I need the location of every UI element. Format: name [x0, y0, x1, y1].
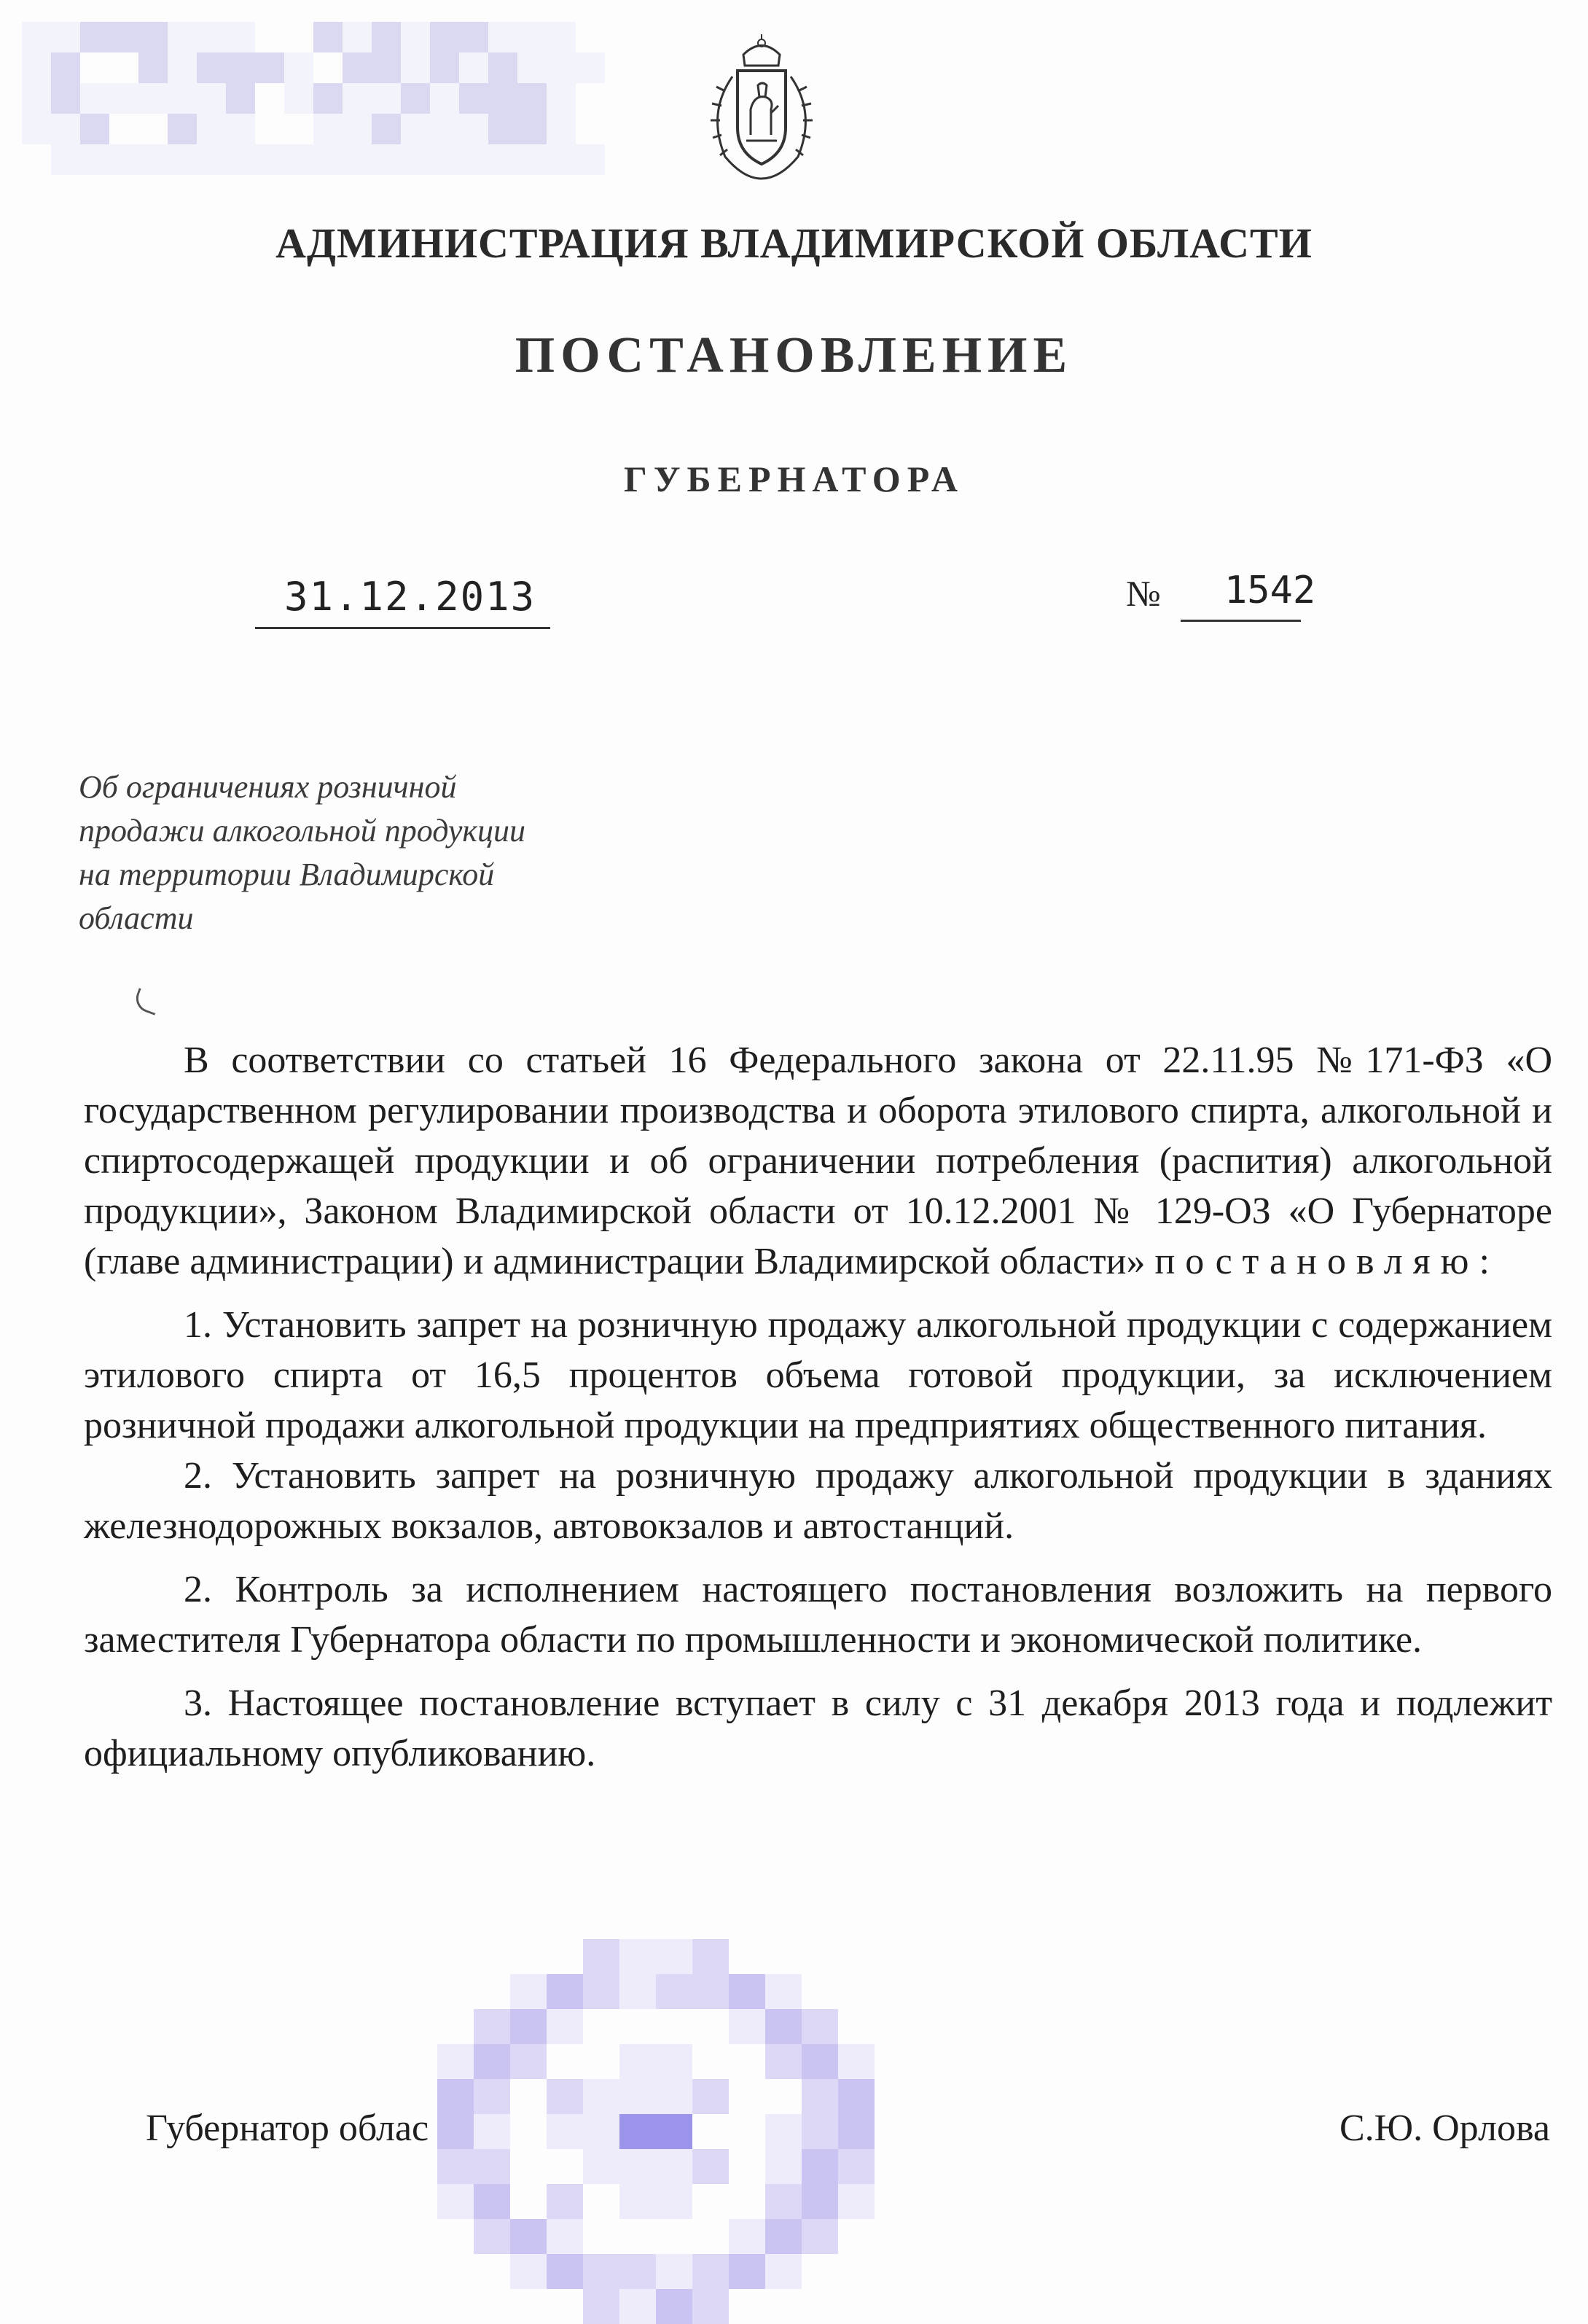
seal-pixel — [692, 2219, 729, 2254]
seal-pixel — [619, 2254, 656, 2289]
seal-pixel — [474, 2254, 510, 2289]
redaction-pixel — [226, 144, 255, 175]
seal-pixel — [437, 2149, 474, 2184]
signatory-title: Губернатор облас — [146, 2107, 429, 2149]
redaction-pixel — [576, 114, 605, 144]
redaction-pixel — [255, 83, 284, 114]
redaction-pixel — [430, 114, 459, 144]
redaction-pixel — [22, 114, 51, 144]
redaction-pixel — [576, 83, 605, 114]
redaction-pixel — [109, 83, 138, 114]
redaction-pixel — [284, 52, 313, 83]
seal-pixel — [838, 2184, 875, 2219]
redaction-pixel — [343, 144, 372, 175]
document-author: ГУБЕРНАТОРА — [624, 459, 964, 499]
redaction-pixel — [51, 144, 80, 175]
document-number-field — [1181, 561, 1316, 622]
redaction-pixel — [22, 144, 51, 175]
seal-pixel — [838, 1939, 875, 1974]
seal-pixel — [619, 2149, 656, 2184]
redaction-pixel — [343, 114, 372, 144]
seal-pixel — [510, 2079, 547, 2114]
pen-mark — [132, 988, 162, 1015]
redaction-pixel — [226, 52, 255, 83]
seal-pixel — [437, 1974, 474, 2009]
redaction-pixel — [197, 83, 226, 114]
seal-pixel — [838, 2114, 875, 2149]
seal-pixel — [547, 2289, 583, 2324]
redaction-pixel — [517, 114, 547, 144]
redaction-pixel — [80, 144, 109, 175]
seal-pixel — [510, 2114, 547, 2149]
seal-pixel — [729, 2009, 765, 2044]
redaction-pixel — [547, 52, 576, 83]
redaction-pixel — [547, 83, 576, 114]
seal-pixel — [692, 2289, 729, 2324]
seal-pixel — [838, 2079, 875, 2114]
redaction-pixel — [517, 22, 547, 52]
seal-pixel — [583, 2149, 619, 2184]
redaction-pixel — [459, 22, 488, 52]
redacted-seal — [437, 1939, 875, 2324]
redaction-pixel — [138, 22, 168, 52]
redaction-pixel — [547, 114, 576, 144]
redaction-pixel — [80, 22, 109, 52]
seal-pixel — [547, 2254, 583, 2289]
seal-pixel — [510, 2219, 547, 2254]
seal-pixel — [802, 2044, 838, 2079]
redaction-pixel — [168, 83, 197, 114]
seal-pixel — [656, 2009, 692, 2044]
redaction-pixel — [168, 52, 197, 83]
seal-pixel — [583, 1939, 619, 1974]
seal-pixel — [510, 2149, 547, 2184]
redaction-pixel — [547, 22, 576, 52]
seal-pixel — [802, 2009, 838, 2044]
redaction-pixel — [255, 144, 284, 175]
seal-pixel — [656, 2184, 692, 2219]
seal-pixel — [583, 2254, 619, 2289]
seal-pixel — [692, 2184, 729, 2219]
redaction-pixel — [284, 144, 313, 175]
redaction-pixel — [401, 83, 430, 114]
seal-pixel — [474, 2009, 510, 2044]
seal-pixel — [765, 2079, 802, 2114]
redaction-pixel — [22, 52, 51, 83]
seal-pixel — [437, 1939, 474, 1974]
redaction-pixel — [284, 22, 313, 52]
redaction-pixel — [109, 144, 138, 175]
seal-pixel — [547, 2184, 583, 2219]
seal-pixel — [619, 1974, 656, 2009]
seal-pixel — [765, 2219, 802, 2254]
seal-pixel — [802, 1939, 838, 1974]
redaction-pixel — [488, 114, 517, 144]
seal-pixel — [765, 1974, 802, 2009]
seal-pixel — [437, 2254, 474, 2289]
seal-pixel — [729, 2254, 765, 2289]
seal-pixel — [619, 2009, 656, 2044]
redaction-pixel — [313, 83, 343, 114]
seal-pixel — [474, 2289, 510, 2324]
seal-pixel — [729, 2114, 765, 2149]
coat-of-arms-icon — [692, 33, 831, 186]
seal-pixel — [510, 2184, 547, 2219]
redaction-pixel — [80, 83, 109, 114]
redaction-pixel — [226, 114, 255, 144]
redaction-pixel — [343, 22, 372, 52]
seal-pixel — [802, 2219, 838, 2254]
seal-pixel — [765, 2254, 802, 2289]
seal-pixel — [619, 2079, 656, 2114]
seal-pixel — [802, 2079, 838, 2114]
redaction-pixel — [22, 83, 51, 114]
seal-pixel — [547, 2219, 583, 2254]
seal-pixel — [437, 2114, 474, 2149]
redaction-pixel — [430, 83, 459, 114]
seal-pixel — [838, 2254, 875, 2289]
redaction-pixel — [226, 22, 255, 52]
seal-pixel — [656, 2149, 692, 2184]
redaction-pixel — [255, 22, 284, 52]
seal-pixel — [547, 2149, 583, 2184]
seal-pixel — [802, 2149, 838, 2184]
item-paragraph: 2. Установить запрет на розничную продажу алкогольной продукции в зданиях железнодорожных вокзалов, автовокзалов и автостанций. — [84, 1455, 1552, 1547]
seal-pixel — [619, 2219, 656, 2254]
redaction-pixel — [51, 114, 80, 144]
redaction-pixel — [517, 83, 547, 114]
seal-pixel — [583, 2289, 619, 2324]
redaction-pixel — [313, 52, 343, 83]
seal-pixel — [692, 2079, 729, 2114]
seal-pixel — [838, 2044, 875, 2079]
redaction-pixel — [109, 114, 138, 144]
seal-pixel — [656, 2219, 692, 2254]
redaction-pixel — [517, 144, 547, 175]
redaction-pixel — [488, 52, 517, 83]
seal-pixel — [583, 2184, 619, 2219]
seal-pixel — [656, 2079, 692, 2114]
redaction-pixel — [138, 144, 168, 175]
redaction-pixel — [109, 22, 138, 52]
redaction-pixel — [459, 114, 488, 144]
redaction-pixel — [255, 52, 284, 83]
item-paragraph: 1. Установить запрет на розничную продажу алкогольной продукции с содержанием этилового спирта от 16,5 процентов объема готовой продукции, за исключением розничной продажи алкогольной продукции на предприятиях общественного питания. — [84, 1304, 1552, 1446]
document-date: 31.12.2013 — [284, 574, 536, 620]
seal-pixel — [437, 2289, 474, 2324]
seal-pixel — [729, 2219, 765, 2254]
seal-pixel — [583, 2009, 619, 2044]
organization-title: АДМИНИСТРАЦИЯ ВЛАДИМИРСКОЙ ОБЛАСТИ — [275, 219, 1313, 267]
seal-pixel — [802, 2184, 838, 2219]
seal-pixel — [729, 2149, 765, 2184]
seal-pixel — [656, 2289, 692, 2324]
seal-pixel — [765, 2009, 802, 2044]
redaction-pixel — [401, 114, 430, 144]
seal-pixel — [729, 2289, 765, 2324]
subject-line: Об ограничениях розничной — [79, 769, 457, 805]
document-subject — [79, 765, 647, 940]
redaction-pixel — [255, 114, 284, 144]
seal-pixel — [802, 2289, 838, 2324]
seal-pixel — [656, 2114, 692, 2149]
redaction-pixel — [430, 52, 459, 83]
seal-pixel — [510, 2044, 547, 2079]
seal-pixel — [619, 2184, 656, 2219]
redaction-pixel — [459, 144, 488, 175]
redaction-pixel — [313, 114, 343, 144]
redaction-pixel — [430, 22, 459, 52]
seal-pixel — [474, 2044, 510, 2079]
redaction-pixel — [401, 22, 430, 52]
seal-pixel — [510, 2009, 547, 2044]
seal-pixel — [656, 2044, 692, 2079]
seal-pixel — [437, 2219, 474, 2254]
seal-pixel — [547, 2044, 583, 2079]
seal-pixel — [547, 1974, 583, 2009]
document-type-title: ПОСТАНОВЛЕНИЕ — [515, 327, 1073, 383]
redaction-pixel — [284, 114, 313, 144]
seal-pixel — [510, 1974, 547, 2009]
seal-pixel — [802, 2114, 838, 2149]
seal-pixel — [692, 1939, 729, 1974]
redaction-pixel — [576, 144, 605, 175]
seal-pixel — [474, 2149, 510, 2184]
seal-pixel — [547, 1939, 583, 1974]
seal-pixel — [510, 2289, 547, 2324]
seal-pixel — [692, 2114, 729, 2149]
redaction-pixel — [488, 144, 517, 175]
redaction-pixel — [80, 114, 109, 144]
seal-pixel — [474, 1939, 510, 1974]
redaction-pixel — [168, 22, 197, 52]
seal-pixel — [474, 2079, 510, 2114]
seal-pixel — [583, 1974, 619, 2009]
seal-pixel — [547, 2009, 583, 2044]
redaction-pixel — [401, 144, 430, 175]
redaction-pixel — [343, 52, 372, 83]
seal-pixel — [692, 2254, 729, 2289]
seal-pixel — [729, 1974, 765, 2009]
seal-pixel — [692, 1974, 729, 2009]
seal-pixel — [729, 2044, 765, 2079]
redaction-pixel — [313, 144, 343, 175]
seal-pixel — [729, 2079, 765, 2114]
preamble-paragraph — [84, 1035, 1552, 1287]
seal-pixel — [583, 2219, 619, 2254]
redaction-pixel — [51, 52, 80, 83]
redaction-pixel — [372, 144, 401, 175]
subject-line: продажи алкогольной продукции — [79, 813, 526, 849]
seal-pixel — [765, 2289, 802, 2324]
seal-pixel — [474, 2114, 510, 2149]
seal-pixel — [619, 2044, 656, 2079]
redaction-pixel — [401, 52, 430, 83]
redaction-pixel — [226, 83, 255, 114]
redaction-pixel — [51, 22, 80, 52]
document-date-field — [255, 561, 550, 629]
redaction-pixel — [343, 83, 372, 114]
seal-pixel — [437, 2009, 474, 2044]
redaction-pixel — [459, 52, 488, 83]
seal-pixel — [656, 1939, 692, 1974]
redaction-pixel — [430, 144, 459, 175]
seal-pixel — [838, 2219, 875, 2254]
seal-pixel — [547, 2079, 583, 2114]
redacted-stamp — [22, 22, 605, 175]
seal-pixel — [437, 2184, 474, 2219]
seal-pixel — [656, 2254, 692, 2289]
seal-pixel — [692, 2044, 729, 2079]
document-body — [84, 1035, 1552, 1779]
redaction-pixel — [372, 22, 401, 52]
seal-pixel — [583, 2079, 619, 2114]
redaction-pixel — [576, 22, 605, 52]
preamble-text: В соответствии со статьей 16 Федерального закона от 22.11.95 №171-ФЗ «О государственном регулировании производства и оборота этилового спирта, алкогольной и спиртосодержащей продукции и об ограничении потребления (распития) алкогольной продукции», Законом Владимирской области от 10.12.2001 № 129-ОЗ «О Губернаторе (главе администрации) и администрации Владимирской области» — [84, 1040, 1552, 1282]
seal-pixel — [802, 2254, 838, 2289]
seal-pixel — [838, 1974, 875, 2009]
redaction-pixel — [576, 52, 605, 83]
redaction-pixel — [138, 83, 168, 114]
decree-word: постановляю: — [1154, 1241, 1500, 1282]
redaction-pixel — [138, 114, 168, 144]
subject-line: области — [79, 900, 194, 936]
redaction-pixel — [168, 114, 197, 144]
redaction-pixel — [517, 52, 547, 83]
redaction-pixel — [109, 52, 138, 83]
redaction-pixel — [488, 22, 517, 52]
redaction-pixel — [168, 144, 197, 175]
number-label: № — [1126, 573, 1161, 614]
redaction-pixel — [22, 22, 51, 52]
redaction-pixel — [197, 114, 226, 144]
seal-pixel — [692, 2149, 729, 2184]
redaction-pixel — [459, 83, 488, 114]
redaction-pixel — [80, 52, 109, 83]
seal-pixel — [838, 2289, 875, 2324]
redaction-pixel — [197, 144, 226, 175]
seal-pixel — [619, 2114, 656, 2149]
seal-pixel — [547, 2114, 583, 2149]
redaction-pixel — [197, 52, 226, 83]
seal-pixel — [765, 1939, 802, 1974]
redaction-pixel — [372, 114, 401, 144]
seal-pixel — [729, 1939, 765, 1974]
redaction-pixel — [547, 144, 576, 175]
subject-line: на территории Владимирской — [79, 857, 495, 892]
seal-pixel — [838, 2009, 875, 2044]
document-number: 1542 — [1224, 569, 1316, 612]
seal-pixel — [474, 1974, 510, 2009]
seal-pixel — [619, 2289, 656, 2324]
redaction-pixel — [372, 52, 401, 83]
seal-pixel — [474, 2184, 510, 2219]
seal-pixel — [510, 2254, 547, 2289]
redaction-pixel — [372, 83, 401, 114]
seal-pixel — [583, 2114, 619, 2149]
seal-pixel — [729, 2184, 765, 2219]
signatory-name: С.Ю. Орлова — [1339, 2107, 1550, 2149]
seal-pixel — [692, 2009, 729, 2044]
seal-pixel — [765, 2149, 802, 2184]
seal-pixel — [765, 2184, 802, 2219]
seal-pixel — [656, 1974, 692, 2009]
item-paragraph: 2. Контроль за исполнением настоящего постановления возложить на первого заместителя Губернатора области по промышленности и экономической политике. — [84, 1569, 1552, 1661]
redaction-pixel — [284, 83, 313, 114]
redaction-pixel — [488, 83, 517, 114]
seal-pixel — [437, 2044, 474, 2079]
seal-pixel — [765, 2114, 802, 2149]
seal-pixel — [510, 1939, 547, 1974]
redaction-pixel — [313, 22, 343, 52]
seal-pixel — [437, 2079, 474, 2114]
seal-pixel — [583, 2044, 619, 2079]
redaction-pixel — [51, 83, 80, 114]
seal-pixel — [619, 1939, 656, 1974]
seal-pixel — [802, 1974, 838, 2009]
item-paragraph: 3. Настоящее постановление вступает в силу с 31 декабря 2013 года и подлежит официальному опубликованию. — [84, 1682, 1552, 1774]
redaction-pixel — [197, 22, 226, 52]
seal-pixel — [474, 2219, 510, 2254]
redaction-pixel — [138, 52, 168, 83]
seal-pixel — [838, 2149, 875, 2184]
seal-pixel — [765, 2044, 802, 2079]
